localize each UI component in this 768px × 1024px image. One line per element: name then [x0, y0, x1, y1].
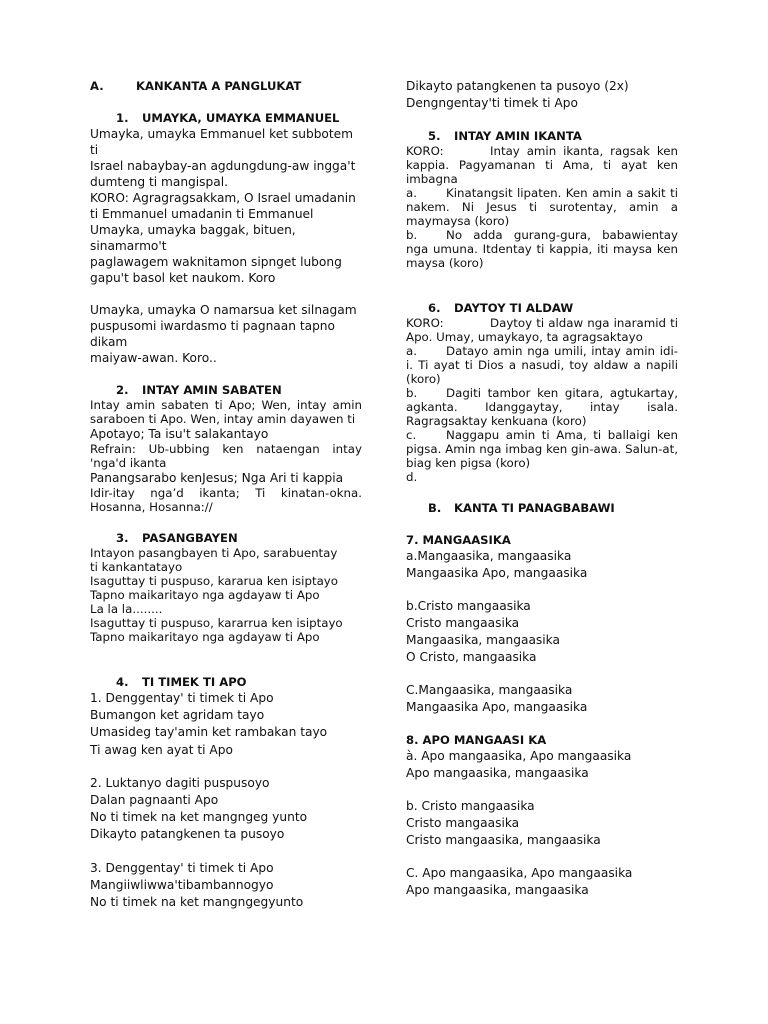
song-4-verse-1: 1. Denggentay' ti timek ti Apo Bumangon ket agridam tayo Umasideg tay'amin ket rambakan tayo Ti awag ken ayat ti Apo [90, 691, 328, 757]
song-7-title: 7. MANGAASIKA [406, 533, 511, 547]
koro-label: KORO: [406, 316, 444, 330]
song-1-title: UMAYKA, UMAYKA EMMANUEL [142, 111, 340, 125]
song-3-heading: 3. PASANGBAYEN [116, 531, 238, 545]
song-4-verse-3: 3. Denggentay' ti timek ti Apo Mangiiwliwwa'tibambannogyo No ti timek na ket mangngegyunto [90, 860, 304, 910]
song-2-heading: 2. INTAY AMIN SABATEN [116, 383, 282, 397]
section-b-heading [406, 500, 678, 516]
section-a-title: KANKANTA A PANGLUKAT [136, 79, 302, 93]
song-1-verse-2: Umayka, umayka O namarsua ket silnagam puspusomi iwardasmo ti pagnaan tapno dikam maiyaw-awan. Koro.. [90, 303, 357, 365]
song-5-heading: 5. INTAY AMIN IKANTA [428, 129, 582, 143]
koro-label: KORO: [406, 144, 444, 158]
section-a-heading [90, 78, 362, 94]
song-4-verse-2: 2. Luktanyo dagiti puspusoyo Dalan pagnaanti Apo No ti timek na ket mangngeg yunto Dikayto patangkenen ta pusoyo [90, 775, 308, 842]
song-6-title: DAYTOY TI ALDAW [454, 301, 574, 315]
song-5-lyrics: KORO: Intay amin ikanta, ragsak ken kappia. Pagyamanan ti Ama, ti ayat ken imbagna a. Kinatangsit lipaten. Ken amin a sakit ti nakem. Ni Jesus ti surotentay, amin a maymaysa (koro) b. No adda gurang-gura, babawientay nga umuna. Itdentay ti kappia, iti maysa ken maysa (koro) [406, 144, 678, 270]
song-4-heading: 4. TI TIMEK TI APO [116, 675, 247, 689]
song-3-title: PASANGBAYEN [142, 531, 238, 545]
song-6-heading: 6. DAYTOY TI ALDAW [428, 301, 574, 315]
song-3-lyrics: Intayon pasangbayen ti Apo, sarabuentay ti kankantatayo Isaguttay ti puspuso, kararua ken isiptayo Tapno maikaritayo nga agdayaw ti Apo La la la........ Isaguttay ti puspuso, kararrua ken isiptayo Tapno maikaritayo nga agdayaw ti Apo [90, 546, 343, 644]
song-5-title: INTAY AMIN IKANTA [454, 129, 582, 143]
left-column [90, 78, 362, 911]
song-4-continuation: Dikayto patangkenen ta pusoyo (2x) Dengngentay'ti timek ti Apo [406, 79, 629, 110]
song-8-title: 8. APO MANGAASI KA [406, 733, 547, 747]
song-2-lyrics: Intay amin sabaten ti Apo; Wen, intay amin saraboen ti Apo. Wen, intay amin dayawen ti Apotayo; Ta isu't salakantayo Refrain: Ub-ubbing ken nataengan intay 'nga'd ikanta Panangsarabo kenJesus; Nga Ari ti kappia Idir-itay nga’d ikanta; Ti kinatan-okna. Hosanna, Hosanna:// [90, 398, 362, 514]
song-1-lyrics: Umayka, umayka Emmanuel ket subbotem ti Israel nabaybay-an agdungdung-aw ingga't dumteng ti mangispal. KORO: Agragragsakkam, O Israel umadanin ti Emmanuel umadanin ti Emmanuel Umayka, umayka baggak, bituen, sinamarmo't paglawagem waknitamon sipnget lubong gapu't basol ket naukom. Koro [90, 127, 356, 285]
song-1-heading: 1. UMAYKA, UMAYKA EMMANUEL [116, 111, 340, 125]
song-6-lyrics: KORO: Daytoy ti aldaw nga inaramid ti Apo. Umay, umaykayo, ta agragsaktayo a. Datayo amin nga umili, intay amin idi-i. Ti ayat ti Dios a nasudi, toy aldaw a napili (koro) b. Dagiti tambor ken gitara, agtukartay, agkanta. Idanggaytay, intay isala. Ragragsaktay kenkuana (koro) c. Naggapu amin ti Ama, ti ballaigi ken pigsa. Amin nga imbag ken gin-awa. Salun-at, biag ken pigsa (koro) d. [406, 316, 678, 484]
song-8-lyrics: à. Apo mangaasika, Apo mangaasika Apo mangaasika, mangaasika b. Cristo mangaasika Cristo mangaasika Cristo mangaasika, mangaasika C. Apo mangaasika, Apo mangaasika Apo mangaasika, mangaasika [406, 749, 633, 897]
song-7-lyrics: a.Mangaasika, mangaasika Mangaasika Apo, mangaasika b.Cristo mangaasika Cristo mangaasika Mangaasika, mangaasika O Cristo, mangaasika C.Mangaasika, mangaasika Mangaasika Apo, mangaasika [406, 549, 588, 714]
section-a-letter: A. [90, 79, 104, 93]
song-2-title: INTAY AMIN SABATEN [142, 383, 282, 397]
section-b-letter: B. [428, 501, 442, 515]
song-4-title: TI TIMEK TI APO [142, 675, 247, 689]
right-column [406, 78, 678, 899]
section-b-title: KANTA TI PANAGBABAWI [454, 501, 615, 515]
